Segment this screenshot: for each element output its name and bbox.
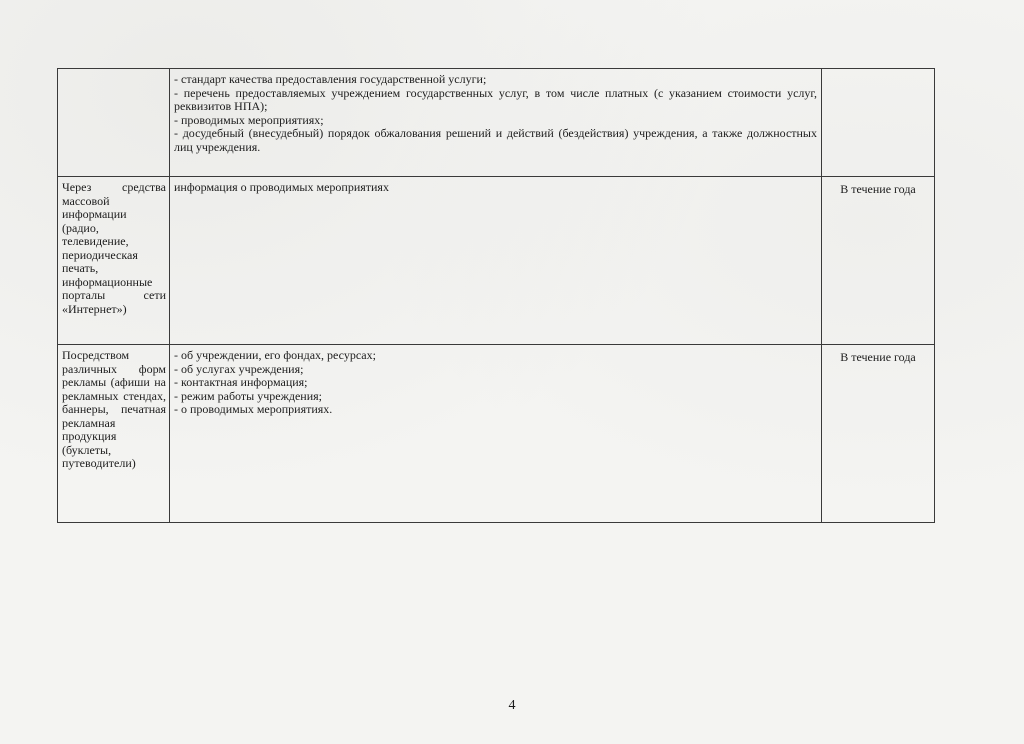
content-cell [170, 69, 822, 177]
content-line: - досудебный (внесудебный) порядок обжалования решений и действий (бездействия) учреждения, а также должностных лиц учреждения. [174, 126, 817, 154]
method-cell: Посредством различных форм рекламы (афиши на рекламных стендах, баннеры, печатная рекламная продукция (буклеты, путеводители) [58, 345, 170, 523]
content-cell [170, 177, 822, 345]
content-line: - об учреждении, его фондах, ресурсах; [174, 348, 376, 362]
method-cell [58, 69, 170, 177]
content-line: информация о проводимых мероприятиях [174, 180, 389, 194]
content-cell [170, 345, 822, 523]
content-line: - режим работы учреждения; [174, 388, 322, 403]
content-line: - об услугах учреждения; [174, 361, 304, 376]
table-row [58, 345, 935, 523]
content-line: - о проводимых мероприятиях. [174, 402, 333, 416]
content-line: - стандарт качества предоставления государственной услуги; [174, 72, 487, 86]
term-cell [822, 69, 935, 177]
table-row [58, 177, 935, 345]
content-line: - контактная информация; [174, 375, 308, 389]
table-row [58, 69, 935, 177]
information-table [57, 68, 935, 523]
page-number: 4 [508, 698, 516, 713]
content-line: - проводимых мероприятиях; [174, 112, 324, 127]
term-cell: В течение года [822, 345, 935, 523]
content-line: - перечень предоставляемых учреждением государственных услуг, в том числе платных (с указанием стоимости услуг, реквизитов НПА); [174, 85, 817, 113]
term-cell: В течение года [822, 177, 935, 345]
method-cell: Через средства массовой информации (радио, телевидение, периодическая печать, информационные порталы сети «Интернет») [58, 177, 170, 345]
